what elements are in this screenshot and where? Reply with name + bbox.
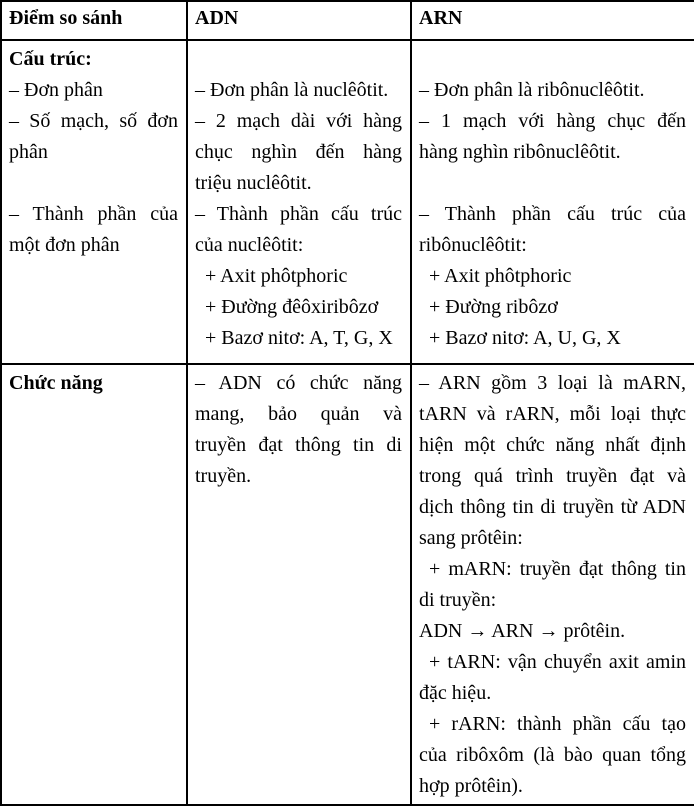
function-arn-cell [411, 364, 694, 805]
arn-function-tarn: + tARN: vận chuyển axit amin đặc hiệu. [419, 651, 686, 704]
arn-component-sugar: + Đường ribôzơ [429, 296, 558, 318]
adn-function: – ADN có chức năng mang, bảo quản và truyền đạt thông tin di truyền. [195, 372, 402, 487]
structure-row-label: Cấu trúc: [9, 48, 92, 70]
structure-arn-cell [411, 40, 694, 364]
function-row-label: Chức năng [9, 372, 103, 394]
structure-criteria-cell [1, 40, 187, 364]
structure-adn-cell [187, 40, 411, 364]
spacer [9, 168, 178, 199]
structure-row [1, 40, 694, 364]
header-cell-arn: ARN [411, 1, 694, 40]
criteria-monomer: – Đơn phân [9, 79, 103, 101]
arn-function-marn: + mARN: truyền đạt thông tin di truyền: [419, 558, 686, 611]
arn-central-dogma: ADN → ARN → prôtêin. [419, 620, 626, 642]
arn-strands: – 1 mạch với hàng chục đến hàng nghìn ribônuclêôtit. [419, 110, 686, 163]
adn-strands: – 2 mạch dài với hàng chục nghìn đến hàng triệu nuclêôtit. [195, 110, 402, 194]
spacer [195, 44, 402, 75]
header-cell-adn: ADN [187, 1, 411, 40]
arn-monomer: – Đơn phân là ribônuclêôtit. [419, 79, 645, 101]
header-cell-criteria: Điểm so sánh [1, 1, 187, 40]
function-adn-cell [187, 364, 411, 805]
arn-component-acid: + Axit phôtphoric [429, 265, 572, 287]
table-header-row [1, 1, 694, 40]
arn-function-rarn: + rARN: thành phần cấu tạo của ribôxôm (là bào quan tổng hợp prôtêin). [419, 713, 686, 797]
adn-component-bases: + Bazơ nitơ: A, T, G, X [205, 327, 393, 349]
spacer [419, 44, 686, 75]
arn-components-heading: – Thành phần cấu trúc của ribônuclêôtit: [419, 203, 686, 256]
criteria-monomer-components: – Thành phần của một đơn phân [9, 203, 178, 256]
arn-component-bases: + Bazơ nitơ: A, U, G, X [429, 327, 621, 349]
adn-component-sugar: + Đường đêôxiribôzơ [205, 296, 379, 318]
adn-components-heading: – Thành phần cấu trúc của nuclêôtit: [195, 203, 402, 256]
spacer [419, 168, 686, 199]
adn-monomer: – Đơn phân là nuclêôtit. [195, 79, 389, 101]
function-row [1, 364, 694, 805]
arn-function-overview: – ARN gồm 3 loại là mARN, tARN và rARN, mỗi loại thực hiện một chức năng nhất định trong quá trình truyền đạt và dịch thông tin di truyền từ ADN sang prôtêin: [419, 372, 686, 549]
criteria-strand-count: – Số mạch, số đơn phân [9, 110, 178, 163]
adn-component-acid: + Axit phôtphoric [205, 265, 348, 287]
function-criteria-cell [1, 364, 187, 805]
